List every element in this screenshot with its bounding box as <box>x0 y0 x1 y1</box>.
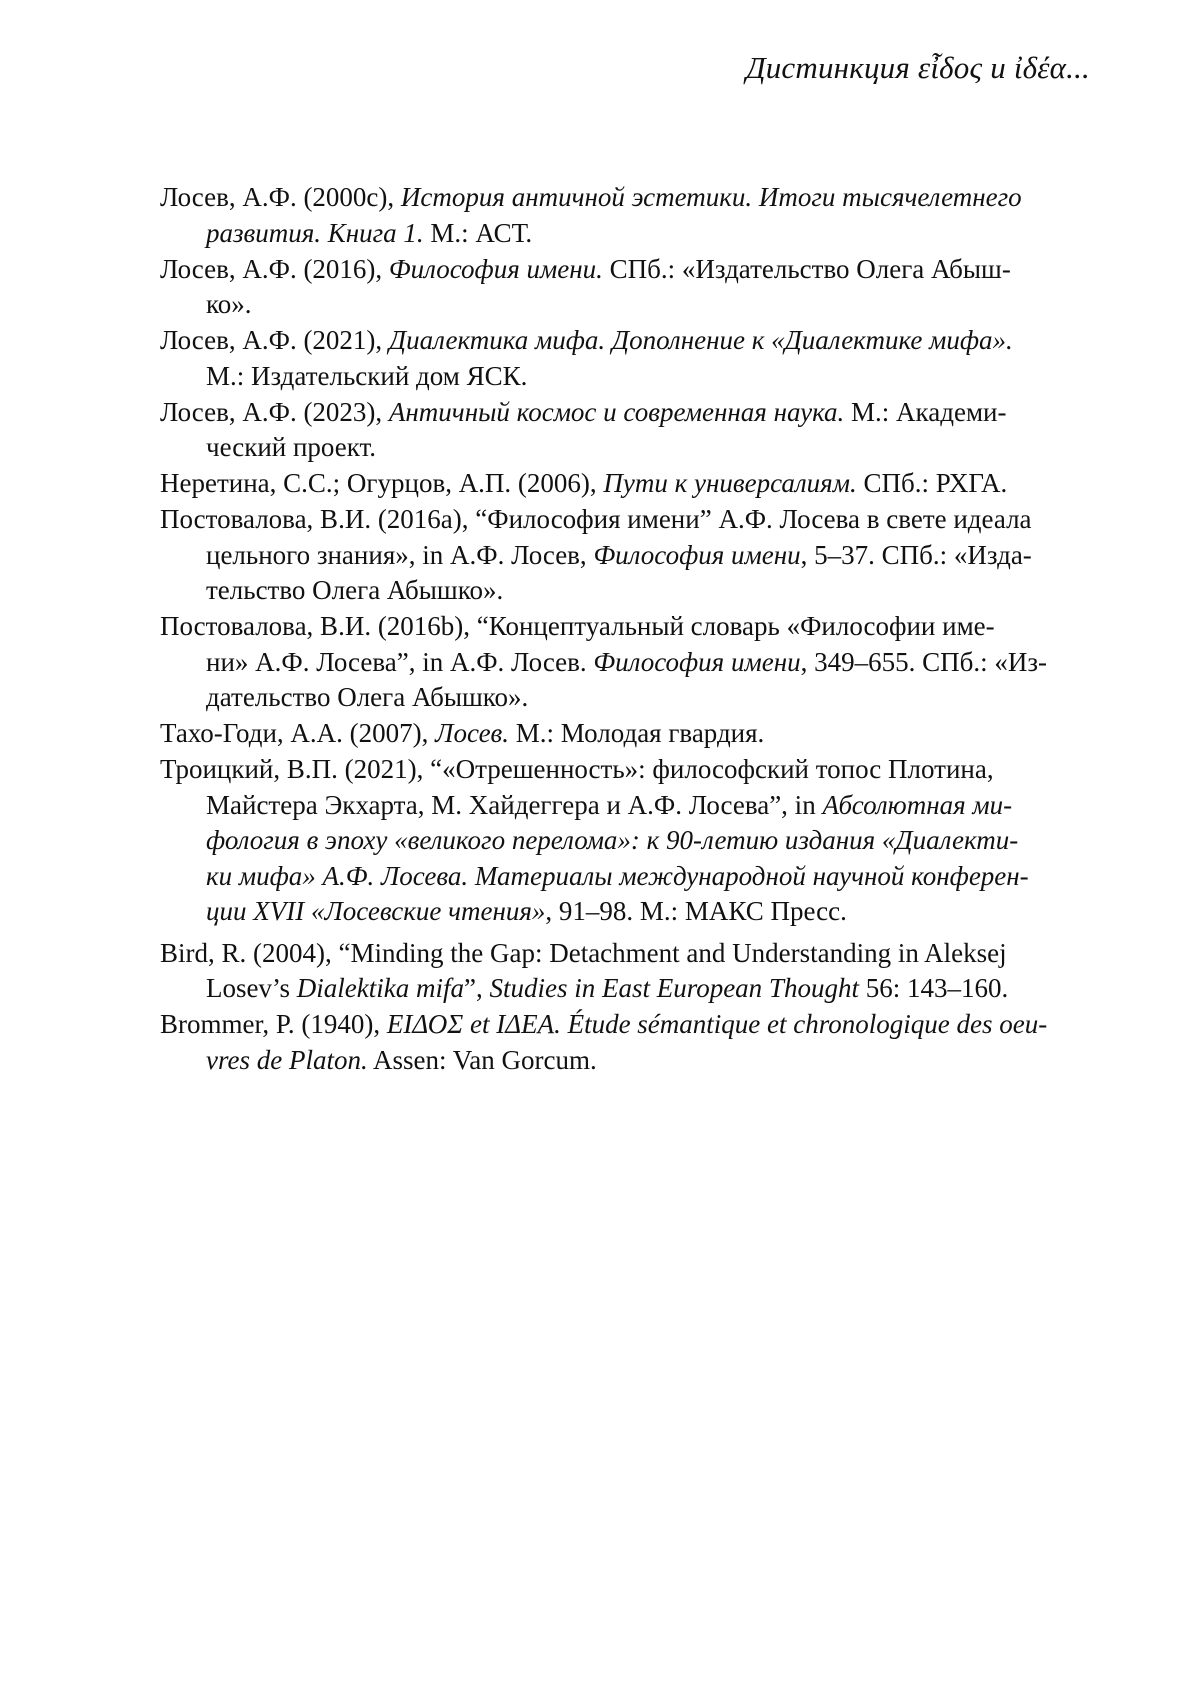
bibliography-entry <box>160 502 1090 609</box>
bibliography-line: фология в эпоху «великого перелома»: к 90-летию издания «Диалекти- <box>206 825 1019 855</box>
bibliography-entry <box>160 609 1090 716</box>
bibliography-line: Майстера Экхарта, М. Хайдеггера и А.Ф. Лосева”, in Абсолютная ми- <box>206 789 1013 820</box>
bibliography-entry <box>160 752 1090 930</box>
bibliography-entry <box>160 252 1090 323</box>
bibliography-line: Лосев, А.Ф. (2023), Античный космос и современная наука. М.: Академи- <box>160 396 1007 427</box>
bibliography-line: Лосев, А.Ф. (2016), Философия имени. СПб.: «Издательство Олега Абыш- <box>160 253 1011 284</box>
bibliography-line: vres de Platon. Assen: Van Gorcum. <box>206 1044 597 1075</box>
bibliography-line: Троицкий, В.П. (2021), “«Отрешенность»: философский топос Плотина, <box>160 754 994 784</box>
bibliography-list <box>160 180 1090 1079</box>
bibliography-line: ции XVII «Лосевские чтения», 91–98. М.: МАКС Пресс. <box>206 896 847 926</box>
bibliography-line: М.: Издательский дом ЯСК. <box>206 360 528 391</box>
bibliography-line: Постовалова, В.И. (2016b), “Концептуальный словарь «Философии име- <box>160 611 995 641</box>
bibliography-line: Losev’s Dialektika mifa”, Studies in East European Thought 56: 143–160. <box>206 973 1009 1003</box>
bibliography-line: ки мифа» А.Ф. Лосева. Материалы международной научной конферен- <box>206 860 1029 891</box>
bibliography-line: ческий проект. <box>206 432 377 462</box>
bibliography-line: Неретина, С.С.; Огурцов, А.П. (2006), Пути к универсалиям. СПб.: РХГА. <box>160 468 1008 498</box>
bibliography-entry <box>160 180 1090 251</box>
bibliography-line: дательство Олега Абышко». <box>206 682 529 712</box>
running-head: Дистинкция εἶδος и ἰδέα... <box>745 50 1090 85</box>
bibliography-line: развития. Книга 1. М.: АСТ. <box>206 217 533 248</box>
bibliography-line: Лосев, А.Ф. (2000c), История античной эстетики. Итоги тысячелетнего <box>160 182 1022 212</box>
bibliography-line: ко». <box>206 289 252 319</box>
bibliography-entry <box>160 936 1090 1007</box>
bibliography-line: Тахо-Годи, А.А. (2007), Лосев. М.: Молодая гвардия. <box>160 718 765 748</box>
bibliography-entry <box>160 716 1090 752</box>
bibliography-line: цельного знания», in А.Ф. Лосев, Философия имени, 5–37. СПб.: «Изда- <box>206 539 1032 570</box>
bibliography-entry <box>160 1007 1090 1078</box>
bibliography-line: ни» А.Ф. Лосева”, in А.Ф. Лосев. Философия имени, 349–655. СПб.: «Из- <box>206 646 1048 677</box>
bibliography-line: Постовалова, В.И. (2016a), “Философия имени” А.Ф. Лосева в свете идеала <box>160 504 1032 534</box>
bibliography-line: Bird, R. (2004), “Minding the Gap: Detachment and Understanding in Aleksej <box>160 937 1007 968</box>
bibliography-line: Brommer, P. (1940), ΕΙΔΟΣ et ΙΔΕΑ. Étude sémantique et chronologique des oeu- <box>160 1009 1048 1039</box>
bibliography-entry <box>160 395 1090 466</box>
bibliography-entry <box>160 323 1090 394</box>
bibliography-entry <box>160 466 1090 502</box>
bibliography-line: тельство Олега Абышко». <box>206 575 504 605</box>
bibliography-line: Лосев, А.Ф. (2021), Диалектика мифа. Дополнение к «Диалектике мифа». <box>160 325 1013 355</box>
